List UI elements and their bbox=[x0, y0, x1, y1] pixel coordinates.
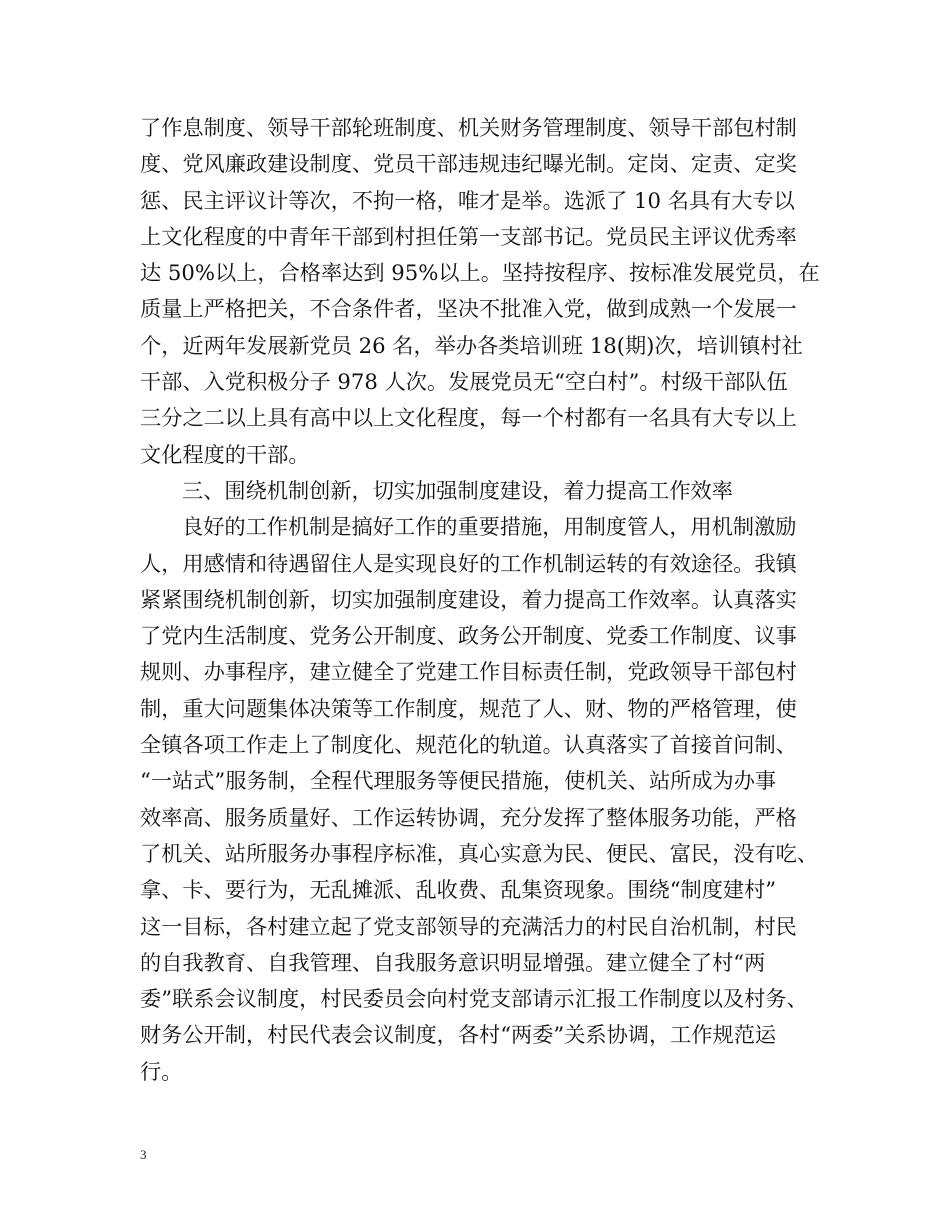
page-number: 3 bbox=[140, 1147, 147, 1162]
text-line: 这一目标，各村建立起了党支部领导的充满活力的村民自治机制，村民 bbox=[140, 913, 797, 939]
text-line: 干部、入党积极分子 978 人次。发展党员无“空白村”。村级干部队伍 bbox=[140, 369, 788, 395]
text-line: 了党内生活制度、党务公开制度、政务公开制度、党委工作制度、议事 bbox=[140, 623, 797, 649]
text-line: 效率高、服务质量好、工作运转协调，充分发挥了整体服务功能，严格 bbox=[140, 804, 797, 830]
text-line: 规则、办事程序，建立健全了党建工作目标责任制，党政领导干部包村 bbox=[140, 659, 797, 685]
text-line: 惩、民主评议计等次，不拘一格，唯才是举。选派了 10 名具有大专以 bbox=[140, 187, 795, 213]
section-heading: 三、围绕机制创新，切实加强制度建设，着力提高工作效率 bbox=[182, 477, 733, 503]
text-line: 全镇各项工作走上了制度化、规范化的轨道。认真落实了首接首问制、 bbox=[140, 732, 797, 758]
text-line: 委”联系会议制度，村民委员会向村党支部请示汇报工作制度以及村务、 bbox=[140, 986, 808, 1012]
paragraph-1 bbox=[140, 110, 820, 473]
text-line: 度、党风廉政建设制度、党员干部违规违纪曝光制。定岗、定责、定奖 bbox=[140, 151, 797, 177]
text-line: 个，近两年发展新党员 26 名，举办各类培训班 18(期)次，培训镇村社 bbox=[140, 332, 803, 358]
text-line: 质量上严格把关，不合条件者，坚决不批准入党，做到成熟一个发展一 bbox=[140, 296, 797, 322]
text-line: 制，重大问题集体决策等工作制度，规范了人、财、物的严格管理，使 bbox=[140, 695, 797, 721]
text-line: 了机关、站所服务办事程序标准，真心实意为民、便民、富民，没有吃、 bbox=[140, 840, 819, 866]
text-line: “一站式”服务制，全程代理服务等便民措施，使机关、站所成为办事 bbox=[140, 768, 777, 794]
paragraph-2 bbox=[140, 509, 819, 1090]
text-line: 紧紧围绕机制创新，切实加强制度建设，着力提高工作效率。认真落实 bbox=[140, 586, 797, 612]
text-line: 文化程度的干部。 bbox=[140, 441, 310, 467]
text-line: 了作息制度、领导干部轮班制度、机关财务管理制度、领导干部包村制 bbox=[140, 115, 797, 140]
text-line: 拿、卡、要行为，无乱摊派、乱收费、乱集资现象。围绕“制度建村” bbox=[140, 877, 777, 903]
text-line: 三分之二以上具有高中以上文化程度，每一个村都有一名具有大专以上 bbox=[140, 405, 797, 431]
text-line: 的自我教育、自我管理、自我服务意识明显增强。建立健全了村“两 bbox=[140, 949, 766, 975]
text-line: 财务公开制，村民代表会议制度，各村“两委”关系协调，工作规范运 bbox=[140, 1022, 777, 1048]
text-line: 良好的工作机制是搞好工作的重要措施，用制度管人，用机制激励 bbox=[182, 514, 797, 540]
text-line: 上文化程度的中青年干部到村担任第一支部书记。党员民主评议优秀率 bbox=[140, 223, 797, 249]
text-line: 行。 bbox=[140, 1058, 183, 1084]
document-body bbox=[140, 110, 820, 1090]
text-line: 达 50%以上，合格率达到 95%以上。坚持按程序、按标准发展党员，在 bbox=[140, 260, 820, 286]
text-line: 人，用感情和待遇留住人是实现良好的工作机制运转的有效途径。我镇 bbox=[140, 550, 797, 576]
